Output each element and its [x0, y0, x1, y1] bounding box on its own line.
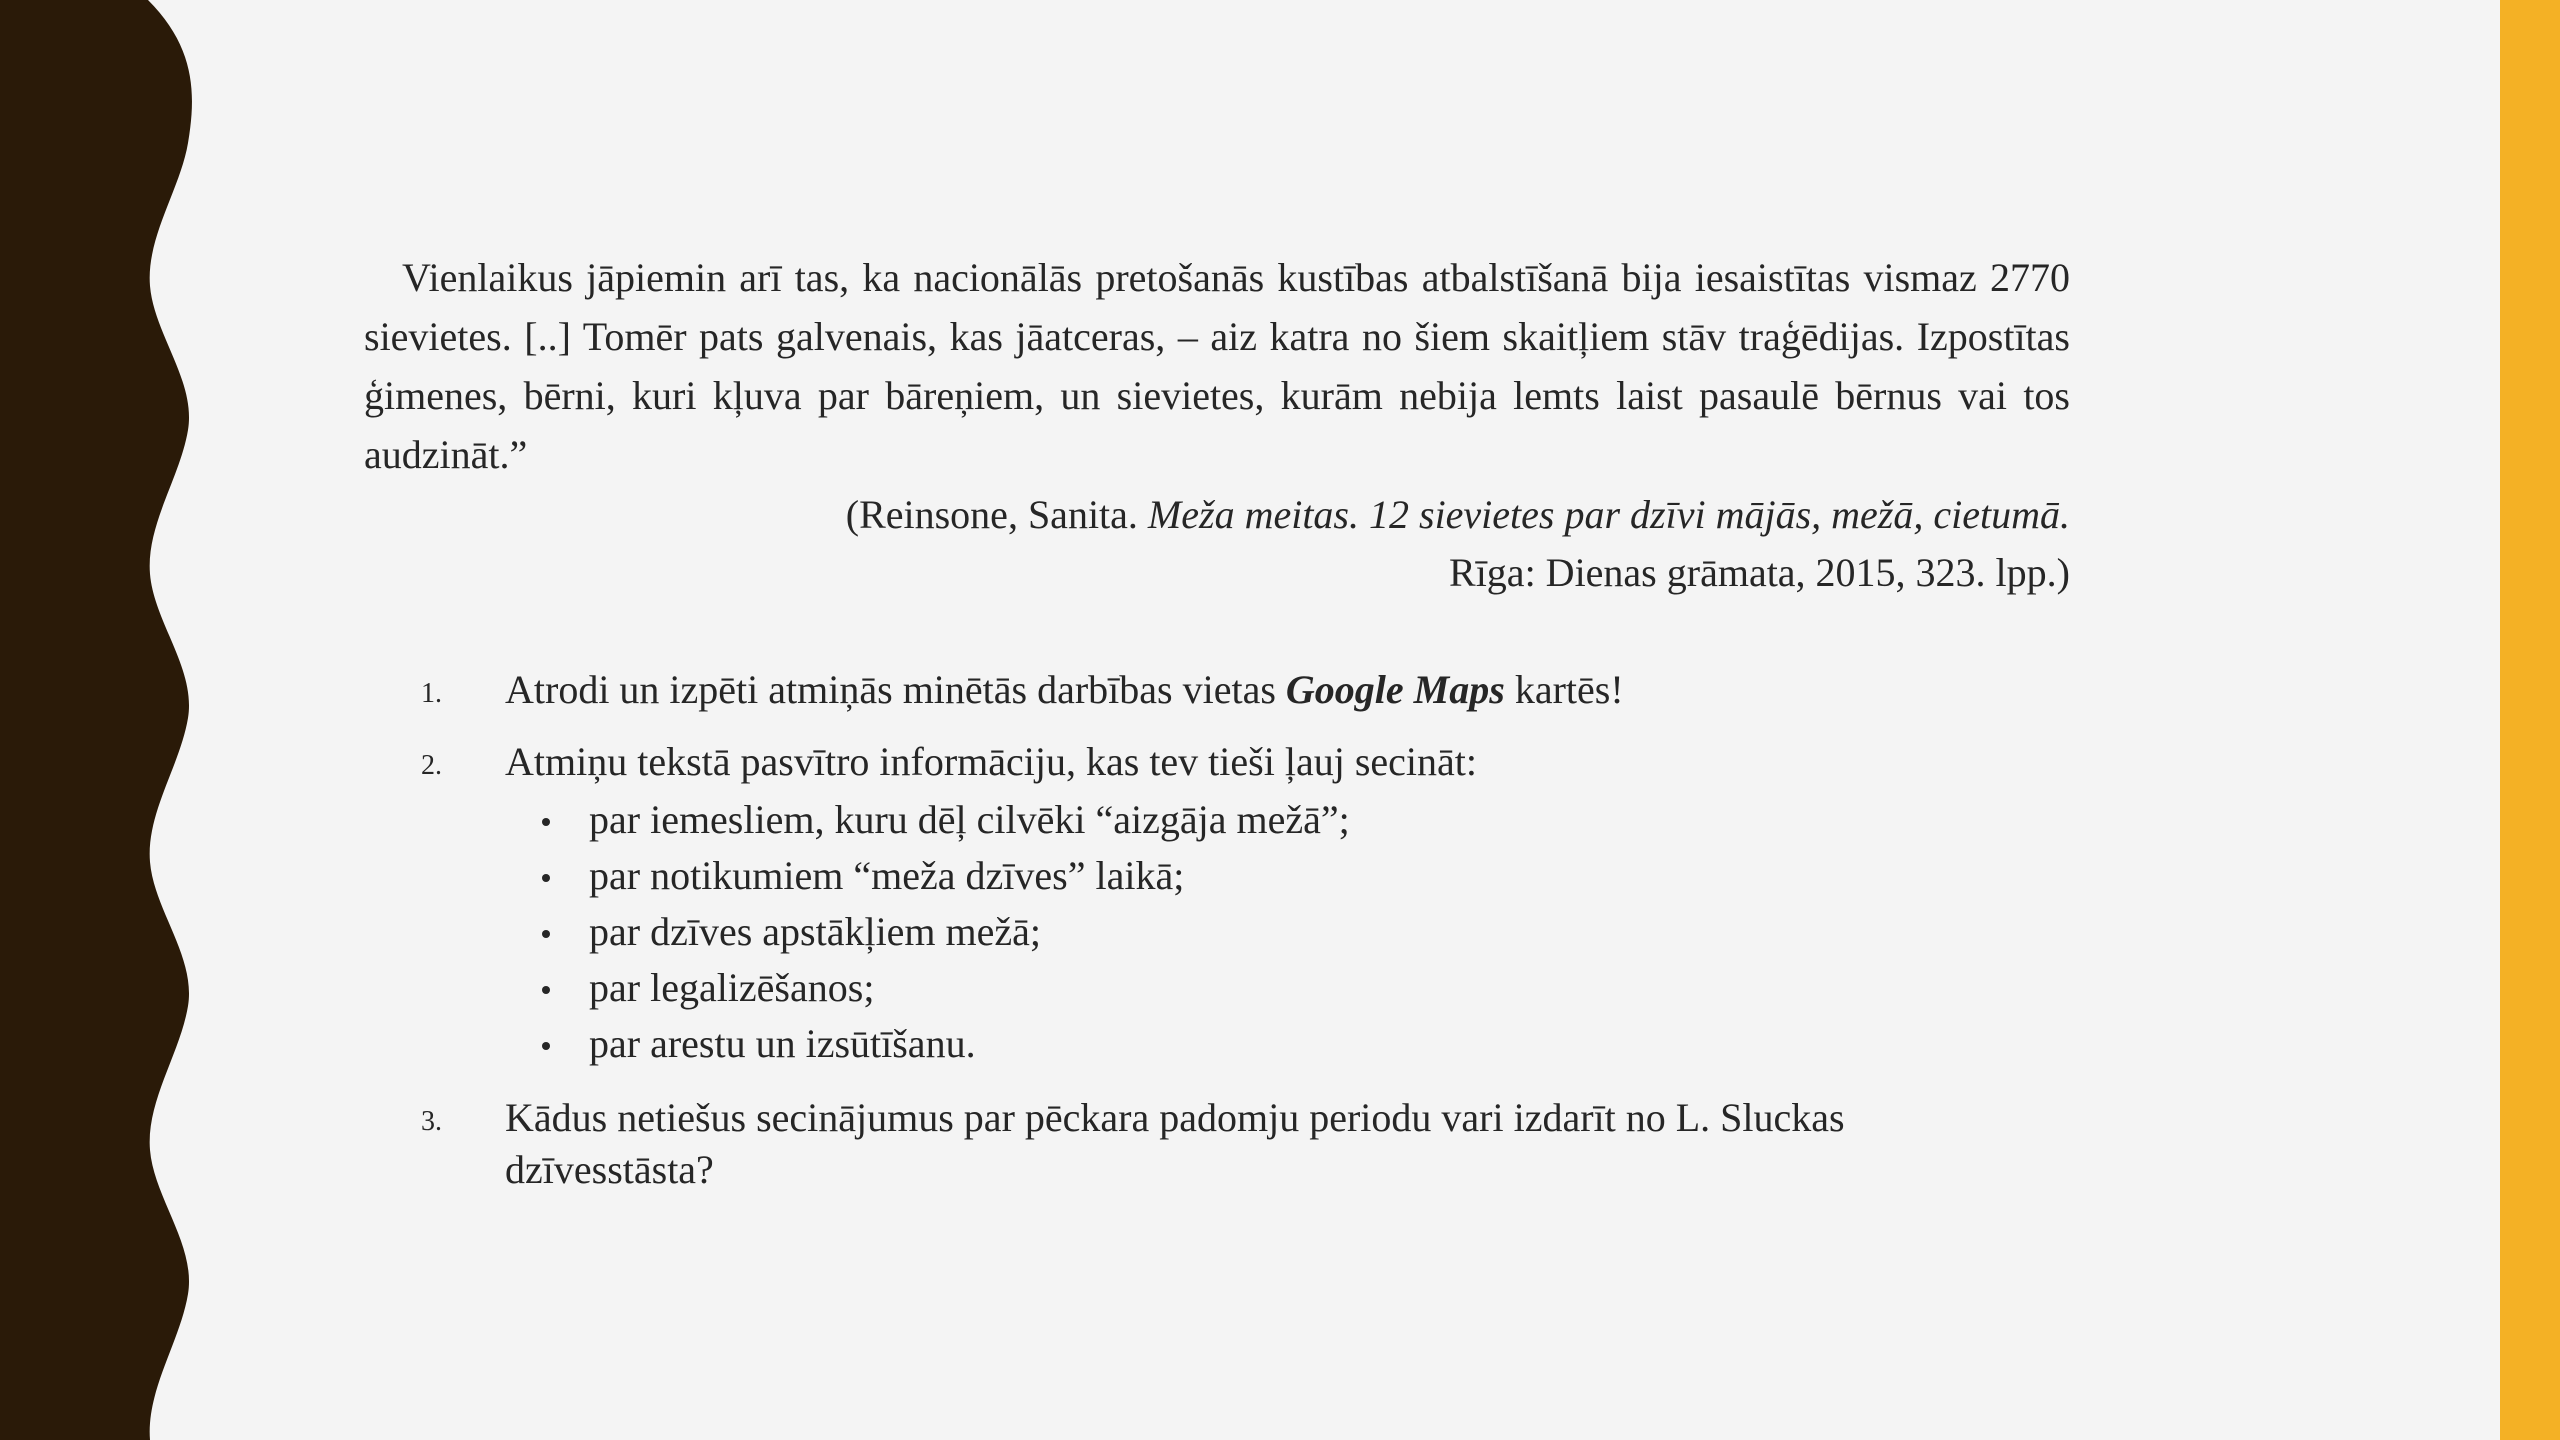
bullet-item [589, 848, 1945, 904]
task-text: Atmiņu tekstā pasvītro informāciju, kas tev tieši ļauj secināt: [505, 739, 1477, 784]
task-text-before: Atrodi un izpēti atmiņās minētās darbības vietas [505, 667, 1276, 712]
slide-content [364, 248, 2070, 1216]
task-item-1 [421, 664, 1945, 716]
citation-prefix: (Reinsone, Sanita. [845, 492, 1138, 537]
task-number: 3. [421, 1106, 442, 1137]
citation-book-title: Meža meitas. 12 sievietes par dzīvi mājās, mežā, cietumā. [1147, 492, 2070, 537]
task-item-3 [421, 1092, 1945, 1196]
task-number: 1. [421, 678, 442, 709]
bullet-dot-icon [542, 818, 550, 826]
bullet-dot-icon [542, 986, 550, 994]
bullet-dot-icon [542, 930, 550, 938]
task-emphasis-google-maps: Google Maps [1285, 667, 1505, 712]
bullet-text: par legalizēšanos; [589, 965, 875, 1010]
bullet-text: par notikumiem “meža dzīves” laikā; [589, 853, 1185, 898]
citation [364, 486, 2070, 602]
bullet-item [589, 1016, 1945, 1072]
bullet-text: par dzīves apstākļiem mežā; [589, 909, 1042, 954]
bullet-item [589, 792, 1945, 848]
bullet-list [505, 792, 1945, 1072]
bullet-text: par arestu un izsūtīšanu. [589, 1021, 976, 1066]
bullet-item [589, 960, 1945, 1016]
quote-paragraph: Vienlaikus jāpiemin arī tas, ka nacionālās pretošanās kustības atbalstīšanā bija iesaistītas vismaz 2770 sievietes. [..] Tomēr pats galvenais, kas jāatceras, – aiz katra no šiem skaitļiem stāv traģēdijas. Izpostītas ģimenes, bērni, kuri kļuva par bāreņiem, un sievietes, kurām nebija lemts laist pasaulē bērnus vai tos audzināt.” [364, 255, 2070, 477]
citation-line-1 [364, 486, 2070, 544]
bullet-text: par iemesliem, kuru dēļ cilvēki “aizgāja mežā”; [589, 797, 1350, 842]
bullet-dot-icon [542, 1042, 550, 1050]
bullet-item [589, 904, 1945, 960]
task-number: 2. [421, 750, 442, 781]
citation-publisher: Rīga: Dienas grāmata, 2015, 323. lpp.) [1449, 550, 2070, 595]
task-text-after: kartēs! [1514, 667, 1624, 712]
bullet-dot-icon [542, 874, 550, 882]
accent-stripe-right [2500, 0, 2560, 1440]
task-list [364, 664, 2070, 1196]
task-item-2 [421, 736, 1945, 1072]
task-text: Kādus netiešus secinājumus par pēckara padomju periodu vari izdarīt no L. Sluckas dzīvesstāsta? [505, 1095, 1845, 1192]
wavy-left-border [0, 0, 200, 1440]
